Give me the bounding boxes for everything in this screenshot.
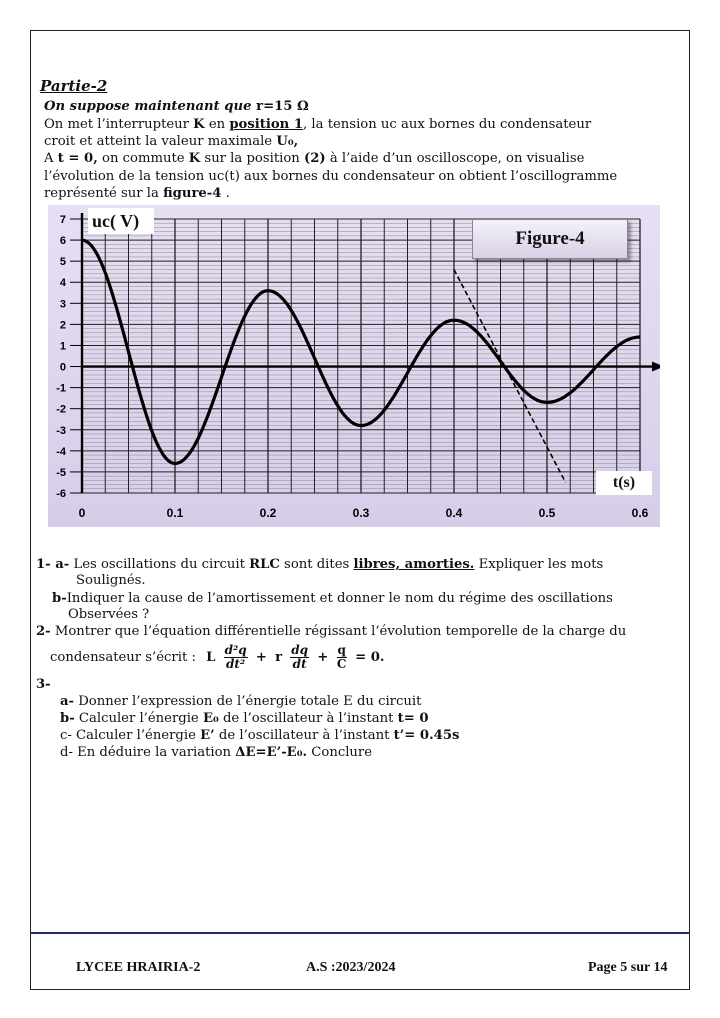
x-tick-label: 0.5	[538, 506, 556, 520]
intro-line-3: croit et atteint la valeur maximale U₀,	[44, 134, 299, 149]
intro-line-2: On met l’interrupteur K en position 1, la tension uc aux bornes du condensateur	[44, 117, 592, 132]
y-tick-label: 0	[59, 361, 66, 374]
x-tick-label: 0.4	[445, 506, 463, 520]
time-axis-arrow	[652, 362, 660, 372]
intro-line-1: On suppose maintenant que r=15 Ω	[44, 99, 309, 114]
y-tick-label: 3	[59, 298, 66, 311]
question-1a: 1- a- Les oscillations du circuit RLC sont dites libres, amorties. Expliquer les mots	[36, 557, 604, 572]
y-axis-label: uc( V)	[88, 208, 154, 234]
question-3: 3-	[36, 677, 51, 692]
intro-line-6: représenté sur la figure-4 .	[44, 186, 230, 201]
intro-line-4: A t = 0, on commute K sur la position (2) à l’aide d’un oscilloscope, on visualise	[44, 151, 585, 166]
footer-page: Page 5 sur 14	[588, 960, 668, 975]
y-tick-label: -6	[56, 488, 66, 500]
y-tick-label: -1	[56, 382, 66, 395]
footer-year: A.S :2023/2024	[306, 960, 396, 975]
footer-divider	[30, 932, 690, 934]
y-tick-label: 5	[59, 256, 66, 269]
question-3b: b- Calculer l’énergie E₀ de l’oscillateur à l’instant t= 0	[60, 711, 429, 726]
x-tick-label: 0.1	[166, 506, 184, 520]
y-tick-label: 6	[59, 235, 66, 248]
question-2: 2- Montrer que l’équation différentielle régissant l’évolution temporelle de la charge du	[36, 624, 627, 639]
equation-fraction-1: $\frac{\text{d²q}}{\text{dt²}}$	[224, 643, 247, 671]
y-tick-label: 4	[59, 277, 66, 290]
equation-L: L	[206, 650, 216, 665]
question-3c: c- Calculer l’énergie E’ de l’oscillateur à l’instant t’= 0.45s	[60, 728, 460, 743]
section-title: Partie-2	[40, 77, 108, 95]
x-axis-label: t(s)	[596, 471, 652, 495]
x-tick-label: 0.6	[631, 506, 649, 520]
equation-fraction-2: $\frac{dq}{dt}$	[291, 643, 309, 671]
question-3a: a- Donner l’expression de l’énergie totale E du circuit	[60, 694, 422, 709]
y-tick-label: -4	[56, 445, 66, 458]
y-tick-label: 2	[59, 319, 66, 332]
question-3d: d- En déduire la variation ΔE=E’-E₀. Conclure	[60, 745, 373, 760]
x-tick-label: 0	[78, 506, 86, 520]
question-1a-line2: Soulignés.	[76, 573, 146, 588]
x-tick-label: 0.3	[352, 506, 370, 520]
y-tick-label: 1	[59, 340, 66, 353]
question-2-equation-line: condensateur s’écrit : L $\frac{\text{d²q}}{\text{dt²}}$ + r $\frac{dq}{dt}$ + $\frac{q}{C}$ = 0.	[50, 643, 385, 671]
footer-school: LYCEE HRAIRIA-2	[76, 960, 201, 975]
equation-fraction-3: $\frac{q}{C}$	[336, 643, 347, 671]
figure-label: Figure-4	[472, 219, 628, 259]
y-tick-label: -5	[56, 466, 66, 479]
y-tick-label: -2	[56, 403, 66, 416]
question-1b: b-Indiquer la cause de l’amortissement et donner le nom du régime des oscillations	[52, 591, 613, 606]
y-tick-label: -3	[56, 424, 66, 437]
intro-line-5: l’évolution de la tension uc(t) aux bornes du condensateur on obtient l’oscillogramme	[44, 169, 618, 184]
question-1b-line2: Observées ?	[68, 607, 150, 622]
y-tick-label: 7	[59, 214, 66, 226]
x-tick-label: 0.2	[259, 506, 277, 520]
major-grid	[82, 219, 640, 493]
